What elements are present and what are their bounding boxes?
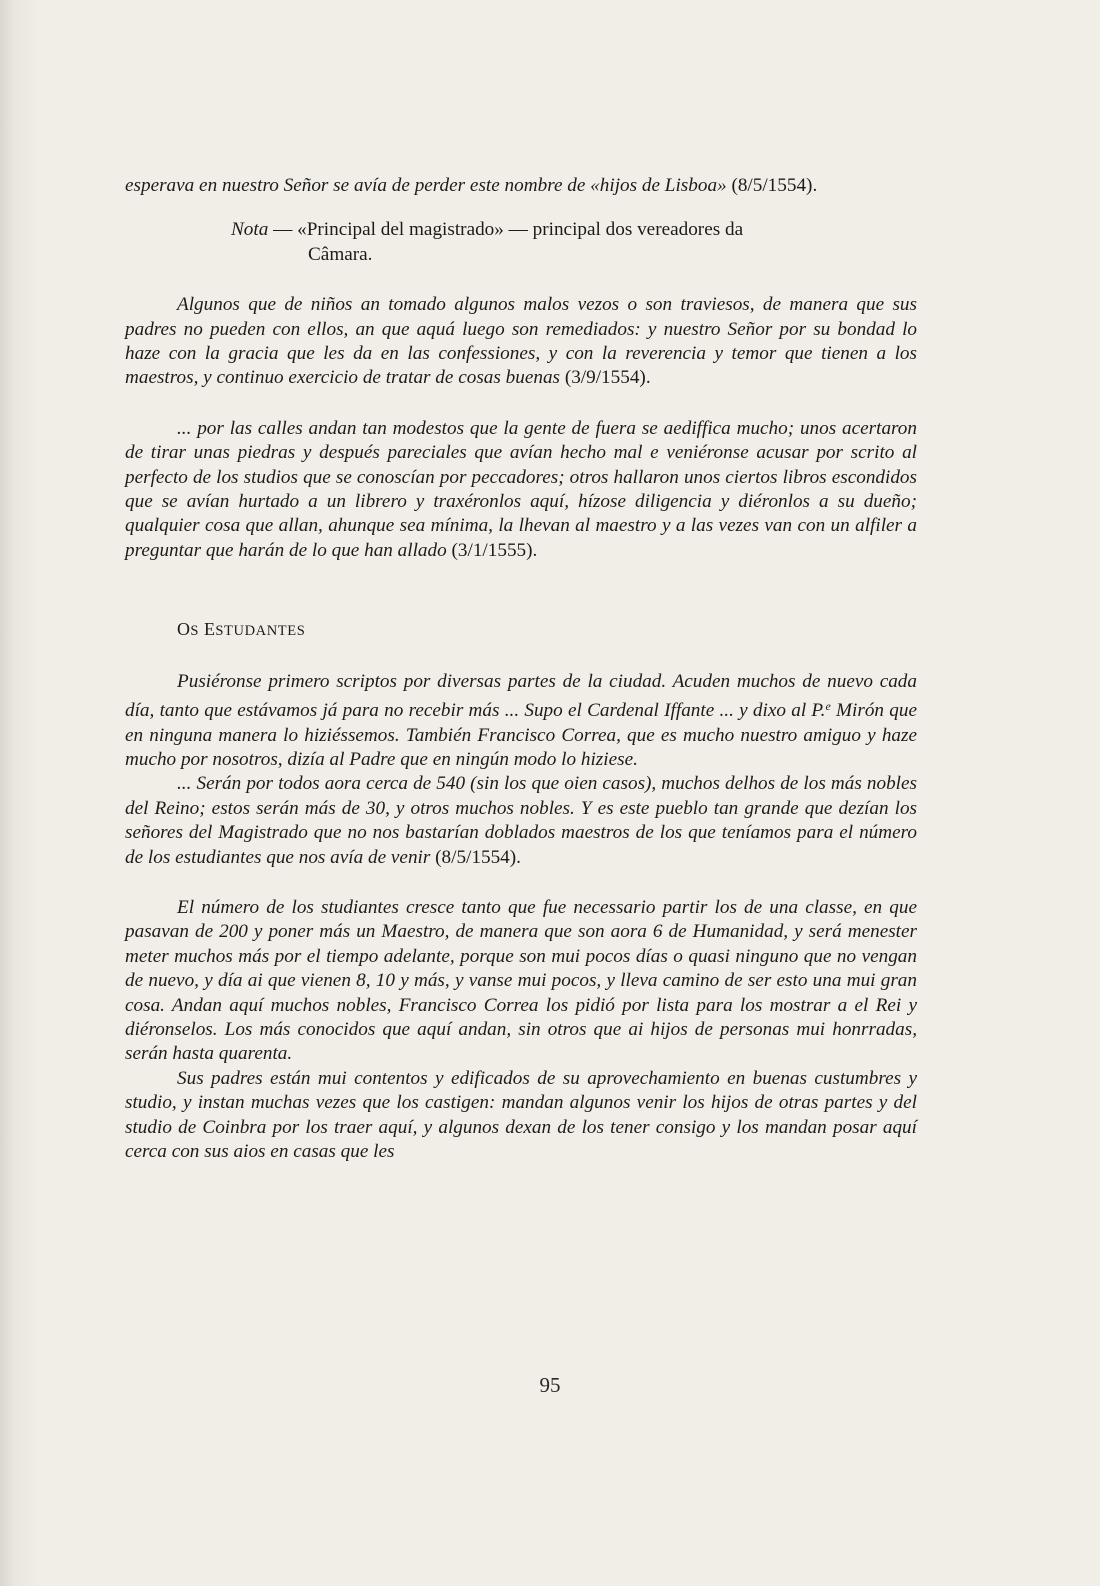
paragraph-4 xyxy=(125,670,917,773)
paragraph-7 xyxy=(125,1067,917,1165)
heading-initial: O xyxy=(177,619,191,640)
quote-text: Sus padres están mui contentos y edificados de su aprovechamiento en buenas custumbres y studio, y instan muchas vezes que los castigen: mandan algunos venir los hijos de otras partes y del studio de Coinbra por los traer aquí, y algunos dexan de los tener consigo y los mandan posar aquí cerca con sus aios en casas que les xyxy=(125,1067,917,1162)
quote-text: El número de los studiantes cresce tanto que fue necessario partir los de una classe, en que pasavan de 200 y poner más un Maestro, de manera que son aora 6 de Humanidad, y será menester meter muchos más por el tiempo adelante, porque son mui pocos días o quasi ninguno que no vengan de nuevo, y día ai que vienen 8, 10 y más, y vanse mui pocos, y lleva camino de ser esto una mui gran cosa. Andan aquí muchos nobles, Francisco Correa los pidió por lista para los mostrar a el Rei y diéronselos. Los más conocidos que aquí andan, sin otros que ai hijos de personas mui honrradas, serán hasta quarenta. xyxy=(125,896,917,1065)
paragraph-1 xyxy=(125,174,917,198)
paragraph-5 xyxy=(125,772,917,870)
section-heading xyxy=(177,617,917,643)
quote-text-continued: Mirón que en ninguna manera lo hiziéssemos. También Francisco Correa, que es mucho nuestro amiguo y haze mucho por nosotros, dizía al Padre que en ningún modo lo hiziese. xyxy=(125,700,917,770)
quote-text: ... por las calles andan tan modestos que la gente de fuera se aediffica mucho; unos acertaron de tirar unas piedras y después pareciales que avían hecho mal e veniéronse acusar por scrito al perfecto de los studios que se conoscían por peccadores; otros hallaron unos ciertos libros escondidos que se avían hurtado a un librero y traxéronlos aquí, hízose diligencia y diéronlos a su dueño; qualquier cosa que allan, ahunque sea mínima, la lhevan al maestro y a las vezes van con un alfiler a preguntar que harán de lo que han allado xyxy=(125,417,917,561)
quote-text: esperava en nuestro Señor se avía de perder este nombre de «hijos de Lisboa» xyxy=(125,175,727,196)
citation-date: (3/1/1555). xyxy=(446,539,538,561)
note-paragraph xyxy=(125,218,917,267)
note-text-continued: Câmara. xyxy=(308,243,373,265)
citation-date: (3/9/1554). xyxy=(560,367,651,389)
heading-smallcaps: STUDANTES xyxy=(215,623,306,640)
heading-smallcaps: S xyxy=(190,623,200,640)
citation-date: (8/5/1554). xyxy=(430,846,521,868)
text-column xyxy=(125,174,917,1164)
paragraph-6 xyxy=(125,896,917,1067)
heading-initial: E xyxy=(203,619,216,640)
note-label: Nota xyxy=(231,219,269,241)
quote-text: ... Serán por todos aora cerca de 540 (sin los que oien casos), muchos delhos de los más nobles del Reino; estos serán más de 30, y otros muchos nobles. Y es este pueblo tan grande que dezían los señores del Magistrado que no nos bastarían doblados maestros de los que teníamos para el número de los estudiantes que nos avía de venir xyxy=(125,773,917,868)
quote-text: Pusiéronse primero scriptos por diversas partes de la ciudad. Acuden muchos de nuevo cada día, tanto que estávamos já para no recebir más ... Supo el Cardenal Iffante ... y dixo al P. xyxy=(125,670,917,722)
paragraph-3 xyxy=(125,417,917,563)
note-text: — «Principal del magistrado» — principal dos vereadores da xyxy=(268,219,744,241)
page-number: 95 xyxy=(539,1373,561,1397)
citation-date: (8/5/1554). xyxy=(731,175,818,196)
superscript: e xyxy=(825,699,831,714)
paragraph-2 xyxy=(125,293,917,391)
quote-text: Algunos que de niños an tomado algunos malos vezos o son traviesos, de manera que sus padres no pueden con ellos, an que aquá luego son remediados: y nuestro Señor por su bondad lo haze con la gracia que les da en las confessiones, y con la reverencia y temor que tienen a los maestros, y continuo exercicio de tratar de cosas buenas xyxy=(125,294,917,389)
